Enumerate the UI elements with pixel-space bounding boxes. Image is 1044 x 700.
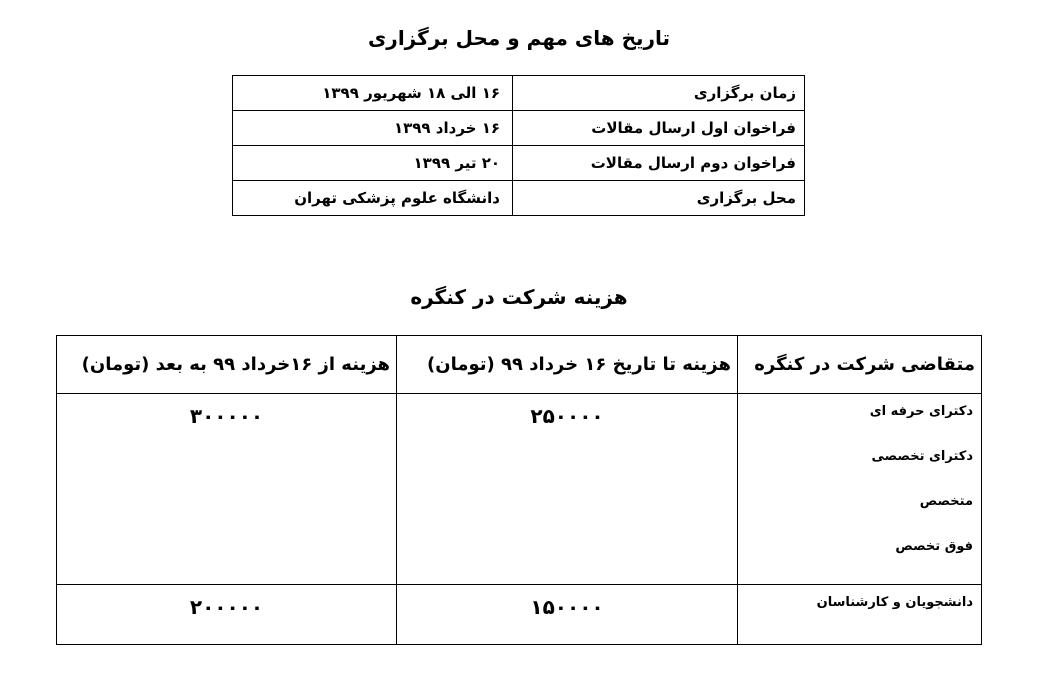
fee-after-value: ۳۰۰۰۰۰ [189, 404, 264, 428]
table-row [233, 76, 805, 111]
table-row [57, 585, 982, 645]
list-item: دانشجویان و کارشناسان [816, 595, 973, 610]
fees-table [56, 335, 982, 645]
table-header-row [57, 336, 982, 394]
row-label-venue-time: زمان برگزاری [513, 76, 805, 111]
list-item: دکترای تخصصی [871, 449, 973, 464]
table-row [57, 394, 982, 585]
table-row [233, 111, 805, 146]
fee-after-value: ۲۰۰۰۰۰ [189, 595, 264, 619]
dates-section-title: تاریخ های مهم و محل برگزاری [367, 26, 671, 50]
fees-section-title: هزینه شرکت در کنگره [410, 285, 628, 309]
header-category: متقاضی شرکت در کنگره [738, 336, 982, 394]
list-item: فوق تخصص [895, 539, 973, 554]
row-value-first-call: ۱۶ خرداد ۱۳۹۹ [233, 111, 513, 146]
category-cell [738, 394, 982, 585]
fee-before-value: ۱۵۰۰۰۰ [530, 595, 604, 619]
row-label-first-call: فراخوان اول ارسال مقالات [513, 111, 805, 146]
row-label-venue: محل برگزاری [513, 181, 805, 216]
table-row [233, 146, 805, 181]
fee-after-cell [57, 394, 397, 585]
header-fee-before: هزینه تا تاریخ ۱۶ خرداد ۹۹ (تومان) [397, 336, 738, 394]
list-item: متخصص [919, 494, 973, 509]
dates-table [232, 75, 805, 216]
row-value-venue: دانشگاه علوم پزشکی تهران [233, 181, 513, 216]
table-row [233, 181, 805, 216]
header-fee-after: هزینه از ۱۶خرداد ۹۹ به بعد (تومان) [57, 336, 397, 394]
category-cell [738, 585, 982, 645]
list-item: دکترای حرفه ای [869, 404, 973, 419]
fee-before-value: ۲۵۰۰۰۰ [530, 404, 604, 428]
row-value-second-call: ۲۰ تیر ۱۳۹۹ [233, 146, 513, 181]
row-label-second-call: فراخوان دوم ارسال مقالات [513, 146, 805, 181]
category-list [746, 394, 973, 584]
fee-before-cell [397, 394, 738, 585]
fee-before-cell [397, 585, 738, 645]
fee-after-cell [57, 585, 397, 645]
row-value-venue-time: ۱۶ الی ۱۸ شهریور ۱۳۹۹ [233, 76, 513, 111]
